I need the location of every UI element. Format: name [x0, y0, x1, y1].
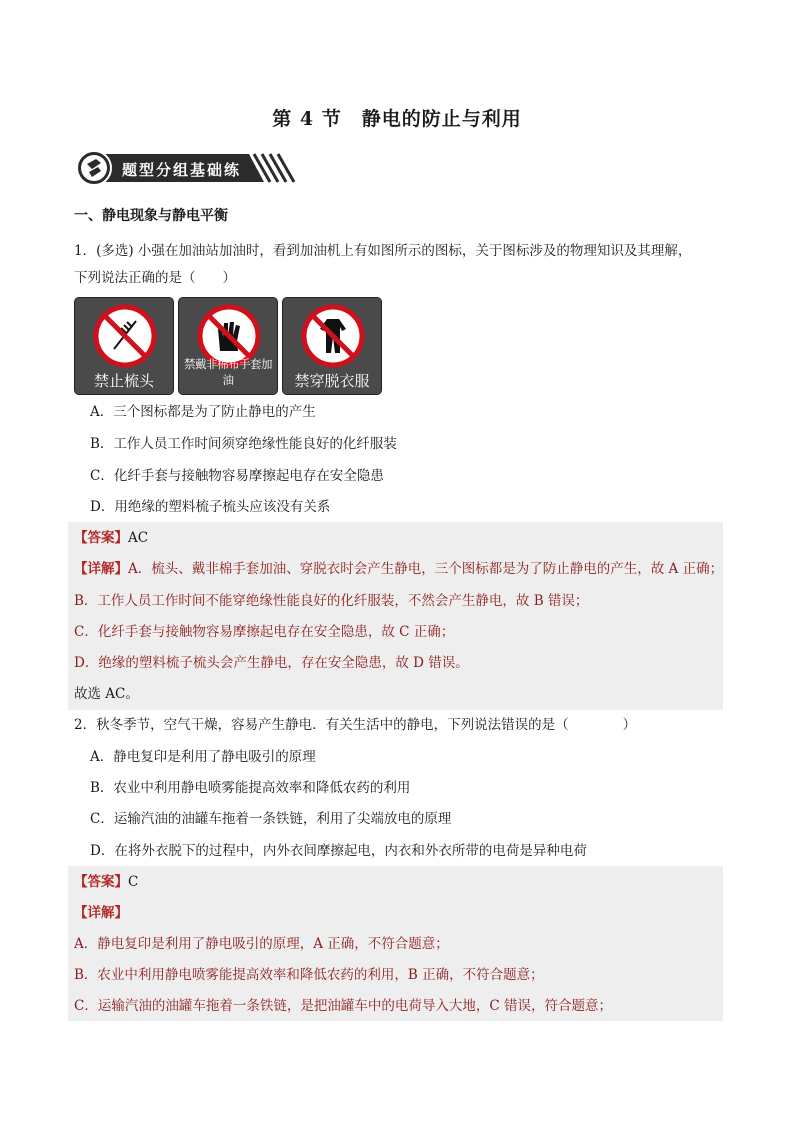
q1-option-a: A．三个图标都是为了防止静电的产生 [90, 404, 316, 420]
q2-detail-heading [74, 903, 724, 923]
q2-option-a: A．静电复印是利用了静电吸引的原理 [90, 749, 316, 765]
q2-answer [74, 872, 724, 892]
q1-option-d: D．用绝缘的塑料梳子梳头应该没有关系 [90, 499, 331, 515]
sign-no-nonCotton-gloves [178, 297, 278, 395]
q2-option-b: B．农业中利用静电喷雾能提高效率和降低农药的利用 [90, 780, 411, 796]
q1-detail-line3: C．化纤手套与接触物容易摩擦起电存在安全隐患，故 C 正确； [74, 624, 455, 640]
q1-detail-line4: D．绝缘的塑料梳子梳头会产生静电，存在安全隐患，故 D 错误。 [74, 655, 469, 671]
q1-detail-line1 [74, 559, 724, 579]
q1-conclusion: 故选 AC。 [74, 686, 139, 702]
detail-text: A．梳头、戴非棉手套加油、穿脱衣时会产生静电，三个图标都是为了防止静电的产生，故 A 正确； [128, 561, 724, 577]
q1-answer-panel [68, 522, 723, 710]
sign-no-combing [74, 297, 174, 395]
sign-label: 禁穿脱衣服 [294, 372, 370, 390]
q1-stem-line2: 下列说法正确的是（ ） [74, 270, 236, 286]
sign-label: 禁戴非棉布手套加油 [184, 357, 272, 387]
answer-value: AC [128, 530, 149, 546]
q1-detail-line2: B．工作人员工作时间不能穿绝缘性能良好的化纤服装，不然会产生静电，故 B 错误； [74, 593, 589, 609]
clothes-icon [300, 303, 366, 369]
q2-option-d: D．在将外衣脱下的过程中，内外衣间摩擦起电，内衣和外衣所带的电荷是异种电荷 [90, 843, 587, 859]
q1-stem-line1: 1．(多选) 小强在加油站加油时，看到加油机上有如图所示的图标，关于图标涉及的物理知识及其理解， [74, 243, 692, 259]
q1-option-b: B．工作人员工作时间须穿绝缘性能良好的化纤服装 [90, 436, 397, 452]
q2-detail-line2: B．农业中利用静电喷雾能提高效率和降低农药的利用，B 正确，不符合题意； [74, 967, 544, 983]
detail-tag: 【详解】 [74, 561, 128, 577]
page-title: 第 4 节 静电的防止与利用 [272, 108, 522, 130]
banner-label: 题型分组基础练 [122, 161, 242, 179]
detail-tag: 【详解】 [74, 905, 128, 921]
sign-label: 禁止梳头 [93, 372, 154, 390]
q2-detail-line3: C．运输汽油的油罐车拖着一条铁链，是把油罐车中的电荷导入大地，C 错误，符合题意； [74, 998, 612, 1014]
section-heading: 一、静电现象与静电平衡 [74, 208, 228, 224]
q2-option-c: C．运输汽油的油罐车拖着一条铁链，利用了尖端放电的原理 [90, 811, 452, 827]
q1-answer [74, 528, 724, 548]
q2-stem: 2．秋冬季节，空气干燥，容易产生静电．有关生活中的静电，下列说法错误的是（ ） [74, 717, 637, 733]
comb-icon [92, 303, 158, 369]
answer-value: C [128, 874, 139, 890]
answer-tag: 【答案】 [74, 874, 128, 890]
q1-option-c: C．化纤手套与接触物容易摩擦起电存在安全隐患 [90, 468, 384, 484]
sign-no-changing-clothes [282, 297, 382, 395]
q2-detail-line1: A．静电复印是利用了静电吸引的原理，A 正确，不符合题意； [74, 936, 449, 952]
answer-tag: 【答案】 [74, 530, 128, 546]
